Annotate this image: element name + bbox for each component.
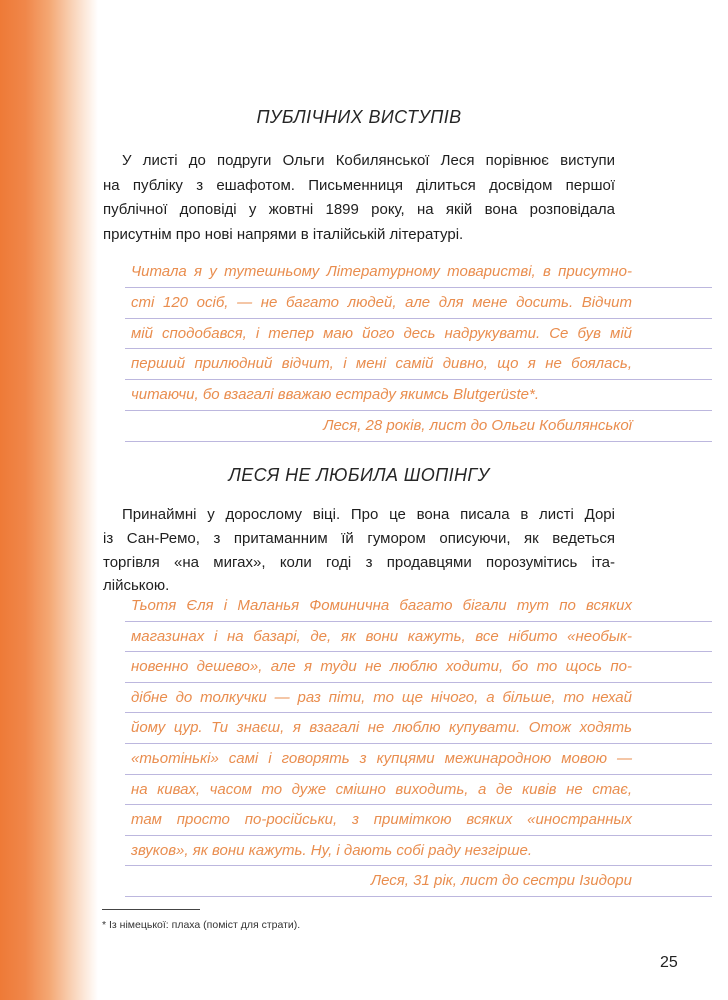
letter-quote [125, 257, 712, 442]
paragraph-line: присутнім про нові напрями в італійській літературі. [103, 225, 464, 243]
quote-line: Тьотя Єля і Маланья Фоминична багато бігали тут по всяких [131, 597, 632, 614]
quote-row [125, 652, 712, 683]
quote-row [125, 836, 712, 867]
quote-signature: Леся, 28 років, лист до Ольги Кобилянської [323, 416, 632, 434]
quote-line: йому цур. Ти знаєш, я взагалі не люблю купувати. Отож ходять [131, 719, 632, 737]
quote-row [125, 622, 712, 653]
page-number: 25 [660, 954, 678, 971]
quote-row [125, 683, 712, 714]
quote-row [125, 713, 712, 744]
quote-line: дібне до толкучки — раз піти, то ще нічого, а більше, то нехай [131, 688, 632, 706]
quote-line: мій сподобався, і тепер маю його десь надрукувати. Се був мій [131, 324, 632, 342]
quote-line: читаючи, бо взагалі вважаю естраду якимсь Blutgerüste*. [131, 386, 540, 404]
quote-row [125, 380, 712, 411]
paragraph-line: Принаймні у дорослому віці. Про це вона писала в листі Дорі [122, 506, 615, 523]
section-heading: ПУБЛІЧНИХ ВИСТУПІВ [256, 107, 462, 127]
quote-row [125, 288, 712, 319]
quote-row [125, 349, 712, 380]
body-paragraph [103, 503, 615, 598]
paragraph-line: на публіку з ешафотом. Письменниця ділиться досвідом першої [103, 176, 615, 194]
quote-signature: Леся, 31 рік, лист до сестри Ізидори [370, 872, 632, 890]
letter-quote [125, 591, 712, 897]
quote-row [125, 866, 712, 897]
quote-row [125, 257, 712, 288]
quote-line: там просто по-російськи, з приміткою всяких «иностранных [131, 811, 632, 829]
footnote: * Із німецької: плаха (поміст для страти). [102, 919, 301, 931]
quote-line: на кивах, часом то дуже смішно виходить, а де кивів не стає, [131, 780, 632, 798]
quote-line: звуков», як вони кажуть. Ну, і дають собі раду незгірше. [131, 841, 533, 859]
quote-line: перший прилюдний відчит, і мені самій дивно, що я не боялась, [131, 355, 632, 373]
body-paragraph [103, 149, 615, 247]
section-heading: ЛЕСЯ НЕ ЛЮБИЛА ШОПІНГУ [228, 465, 490, 485]
quote-row [125, 744, 712, 775]
quote-row [125, 411, 712, 442]
paragraph-line: публічної доповіді у жовтні 1899 року, на якій вона розповідала [103, 201, 615, 219]
paragraph-line: із Сан-Ремо, з притаманним їй гумором описуючи, як ведеться [103, 529, 615, 547]
paragraph-line: лійською. [103, 577, 170, 595]
quote-row [125, 591, 712, 622]
quote-line: Читала я у тутешньому Літературному товаристві, в присутно- [131, 263, 632, 280]
quote-row [125, 319, 712, 350]
paragraph-line: торгівля «на мигах», коли годі з продавцями порозумітись іта- [103, 553, 615, 571]
quote-line: сті 120 осіб, — не багато людей, але для мене досить. Відчит [131, 293, 632, 311]
quote-line: «тьотінькі» самі і говорять з купцями межинародною мовою — [131, 749, 632, 767]
quote-line: новенно дешево», але я туди не люблю ходити, бо то щось по- [131, 658, 632, 676]
paragraph-line: У листі до подруги Ольги Кобилянської Леся порівнює виступи [122, 152, 615, 169]
quote-line: магазинах і на базарі, де, як вони кажуть, все нібито «необык- [131, 627, 632, 645]
footnote-divider [102, 909, 200, 910]
quote-row [125, 805, 712, 836]
side-color-band [0, 0, 98, 1000]
quote-row [125, 775, 712, 806]
